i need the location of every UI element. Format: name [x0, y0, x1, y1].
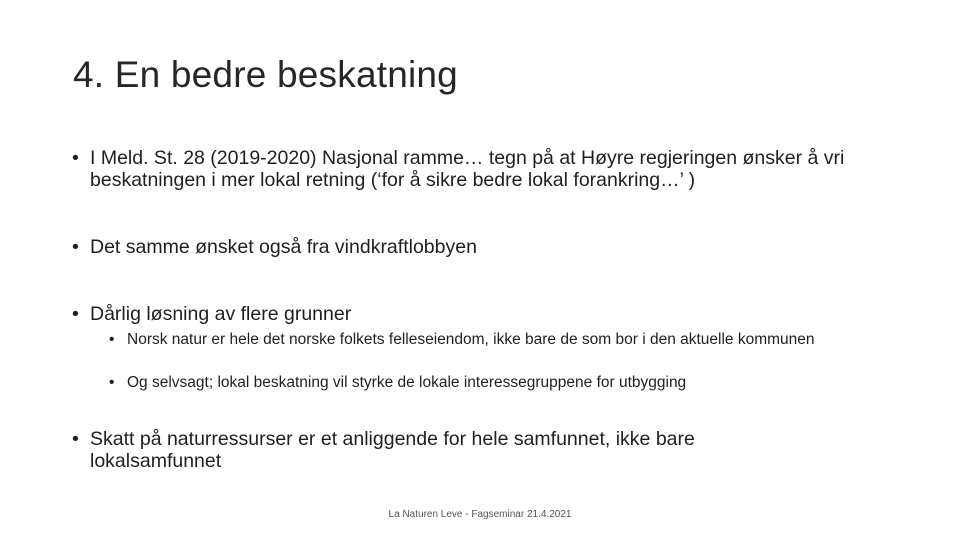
sub-bullet-marker: •	[109, 331, 115, 348]
sub-bullet-text: Og selvsagt; lokal beskatning vil styrke de lokale interessegruppene for utbygging	[127, 374, 687, 391]
sub-bullet-marker: •	[109, 374, 115, 391]
bullet-marker: •	[72, 428, 79, 450]
bullet-item	[72, 236, 892, 258]
sub-bullet-text: Norsk natur er hele det norske folkets felleseiendom, ikke bare de som bor i den aktuelle kommunen	[127, 331, 815, 348]
bullet-text: Dårlig løsning av flere grunner	[90, 303, 352, 325]
bullet-text: Skatt på naturressurser er et anliggende for hele samfunnet, ikke bare lokalsamfunnet	[90, 428, 695, 472]
bullet-item	[72, 428, 812, 472]
sub-bullet-item	[109, 374, 859, 391]
bullet-text: Det samme ønsket også fra vindkraftlobbyen	[90, 236, 477, 258]
bullet-marker: •	[72, 303, 79, 325]
bullet-marker: •	[72, 147, 79, 169]
slide-title: 4. En bedre beskatning	[73, 54, 458, 95]
slide-footer: La Naturen Leve - Fagseminar 21.4.2021	[388, 509, 572, 520]
bullet-item	[72, 147, 892, 191]
bullet-item	[72, 303, 892, 325]
bullet-text: I Meld. St. 28 (2019-2020) Nasjonal ramme… tegn på at Høyre regjeringen ønsker å vri beskatningen i mer lokal retning (‘for å sikre bedre lokal forankring…’ )	[90, 147, 845, 191]
bullet-marker: •	[72, 236, 79, 258]
sub-bullet-item	[109, 331, 859, 348]
